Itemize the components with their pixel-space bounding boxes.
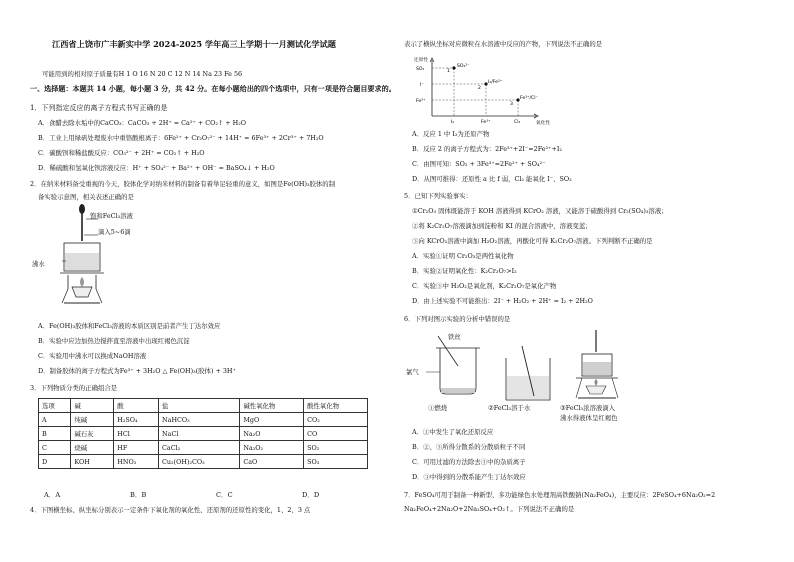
graph-y-tick: I⁻: [420, 83, 424, 88]
table-header-cell: 酸: [114, 399, 159, 413]
q6-fig-iron-wire-label: 铁丝: [448, 333, 461, 341]
graph-y-tick: SO₂: [416, 67, 425, 72]
q6-caption-2: ②FeCl₃溶于水: [488, 404, 531, 412]
table-cell: NaHCO₃: [159, 413, 240, 427]
q6-option-a: A．①中发生了氧化还原反应: [412, 428, 494, 436]
table-cell: 碱石灰: [71, 427, 114, 441]
table-row: [39, 441, 368, 455]
table-header-cell: 酸性氧化物: [304, 399, 368, 413]
q5-fact-3: ③向 KCrO₂溶液中滴加 H₂O₂溶液，再酸化可得 K₂Cr₂O₇溶液。下列判断不正确的是: [412, 237, 653, 245]
table-cell: CaCl₂: [159, 441, 240, 455]
q2-stem-line2: 备实验示意图，相关表述正确的是: [38, 193, 134, 201]
q1-option-b: B．工业上用绿矾处理废水中重铬酸根离子：6Fe²⁺ + Cr₂O₇²⁻ + 14H⁺ = 6Fe³⁺ + 2Cr³⁺ + 7H₂O: [38, 134, 324, 142]
table-row: [39, 455, 368, 469]
table-header-cell: 盐: [159, 399, 240, 413]
graph-x-tick: I₂: [451, 120, 455, 125]
table-cell: CO₂: [304, 413, 368, 427]
q1-stem: 1．下列指定反应的离子方程式书写正确的是: [30, 104, 168, 112]
graph-point-number: 3: [510, 102, 513, 107]
q3-choice-a: A．A: [44, 491, 61, 499]
q1-option-d: D．稀硫酸和氢氧化钡溶液反应：H⁺ + SO₄²⁻ + Ba²⁺ + OH⁻ = BaSO₄↓ + H₂O: [38, 164, 275, 172]
q6-fig-chlorine-label: 氯气: [406, 368, 419, 376]
graph-point-label: SO₄²⁻: [457, 64, 470, 69]
q3-choice-c: C．C: [216, 491, 233, 499]
q4-option-b: B．反应 2 的离子方程式为：2Fe³⁺+2I⁻=2Fe²⁺+I₂: [412, 145, 562, 153]
q4-stem: 4．下图横坐标、纵坐标分别表示一定条件下氧化剂的氧化性、还原剂的还原性的变化，1、2、3 点: [30, 506, 311, 514]
fig-label-fecl3: 饱和FeCl₃溶液: [90, 212, 133, 220]
table-header-cell: 选项: [39, 399, 71, 413]
table-header-row: [39, 399, 368, 413]
graph-point-number: 2: [478, 86, 481, 91]
table-cell: NaCl: [159, 427, 240, 441]
table-cell: CO: [304, 427, 368, 441]
q3-choice-b: B．B: [130, 491, 147, 499]
table-cell: MgO: [240, 413, 304, 427]
q4-option-c: C．由图可知：SO₂ + 3Fe³⁺=2Fe²⁺ + SO₄²⁻: [412, 160, 546, 168]
table-header-cell: 碱: [71, 399, 114, 413]
redox-graph: [414, 56, 554, 128]
q7-stem-line1: 7．FeSO₄可用于制备一种新型、多功能绿色水处理剂高铁酸钠(Na₂FeO₄)，主要反应：2FeSO₄+6Na₂O₂=2: [404, 491, 716, 499]
table-cell: SO₃: [304, 455, 368, 469]
table-cell: B: [39, 427, 71, 441]
q2-option-d: D．制备胶体的离子方程式为Fe³⁺ + 3H₂O △ Fe(OH)₃(胶体) + 3H⁺: [38, 367, 236, 375]
q1-option-c: C．碳酸钡和稀盐酸反应：CO₃²⁻ + 2H⁺ = CO₂↑ + H₂O: [38, 149, 205, 157]
graph-point-number: 1: [447, 69, 450, 74]
table-row: [39, 413, 368, 427]
table-cell: HNO₃: [114, 455, 159, 469]
graph-point-label: Fe³⁺/Cl⁻: [520, 96, 538, 101]
q5-option-a: A．实验①证明 Cr₂O₃是两性氧化物: [412, 252, 514, 260]
q5-fact-2: ②将 K₂Cr₂O₇溶液滴加到淀粉和 KI 的混合溶液中，溶液变蓝；: [412, 222, 592, 230]
fig-label-boiling-water: 沸水: [32, 260, 45, 268]
q6-caption-3a: ③FeCl₃浓溶液滴入: [560, 404, 616, 412]
q3-choice-d: D．D: [302, 491, 320, 499]
table-cell: A: [39, 413, 71, 427]
q2-stem-line1: 2．在纳米材料备受重视的今天，胶体化学对纳米材料的制备有着举足轻重的意义，如图是Fe(OH)₃胶体的制: [30, 180, 336, 188]
section-one-heading: 一、选择题：本题共 14 小题，每小题 3 分，共 42 分。在每小题给出的四个选项中，只有一项是符合题目要求的。: [30, 84, 396, 93]
table-cell: 烧碱: [71, 441, 114, 455]
q2-option-b: B．实验中应边加热边搅拌直至溶液中出现红褐色沉淀: [38, 337, 190, 345]
q2-option-a: A．Fe(OH)₃胶体和FeCl₃溶液的本质区别是前者产生丁达尔效应: [38, 322, 221, 330]
q5-fact-1: ①Cr₂O₃ 固体既能溶于 KOH 溶液得到 KCrO₂ 溶液，又能溶于硫酸得到 Cr₂(SO₄)₃溶液；: [412, 207, 668, 215]
atomic-masses: 可能用到的相对原子质量有H 1 O 16 N 20 C 12 N 14 Na 23 Fe 56: [42, 70, 243, 78]
graph-x-tick: Cl₂: [514, 120, 521, 125]
table-cell: Na₂O₂: [240, 441, 304, 455]
q5-option-c: C．实验③中 H₂O₂是氧化剂，K₂Cr₂O₇是氧化产物: [412, 282, 557, 290]
table-cell: HCl: [114, 427, 159, 441]
fig-label-drops: 滴入5~6滴: [98, 228, 131, 236]
q6-option-d: D．③中得到的分散系能产生丁达尔效应: [412, 473, 526, 481]
q3-classification-table: [38, 398, 368, 469]
graph-y-axis-label: 还原性: [414, 58, 428, 63]
table-cell: CaO: [240, 455, 304, 469]
table-cell: C: [39, 441, 71, 455]
q7-stem-line2: Na₂FeO₄+2Na₂O+2Na₂SO₄+O₂↑。下列说法不正确的是: [404, 505, 575, 513]
q4-option-a: A．反应 1 中 I₂为还原产物: [412, 130, 490, 138]
q5-option-d: D．由上述实验不可能推出：2I⁻ + H₂O₂ + 2H⁺ = I₂ + 2H₂O: [412, 297, 593, 305]
graph-x-axis-label: 氧化性: [536, 121, 550, 126]
table-cell: Cu₂(OH)₂CO₃: [159, 455, 240, 469]
table-cell: Na₂O: [240, 427, 304, 441]
q2-option-c: C．实验用中沸水可以换成NaOH溶液: [38, 352, 147, 360]
graph-x-tick: Fe³⁺: [481, 120, 491, 125]
table-cell: SO₂: [304, 441, 368, 455]
table-header-cell: 碱性氧化物: [240, 399, 304, 413]
q4-option-d: D．从图可推得：还原性 a 比 f 弱，Cl₂ 能氧化 I⁻、SO₂: [412, 175, 572, 183]
table-cell: HF: [114, 441, 159, 455]
table-row: [39, 427, 368, 441]
graph-point-label: I₂/Fe²⁺: [488, 80, 503, 85]
q4-stem-continued: 表示了横纵坐标对应微粒在水溶液中反应的产物，下列说法不正确的是: [404, 40, 603, 48]
q6-option-c: C．可用过滤的方法除去③中的杂质离子: [412, 458, 526, 466]
q6-option-b: B．②、③所得分散系的分散质粒子不同: [412, 443, 526, 451]
exam-title: 江西省上饶市广丰新实中学 2024-2025 学年高三上学期十一月测试化学试题: [52, 39, 336, 49]
table-cell: KOH: [71, 455, 114, 469]
q5-option-b: B．实验②证明氧化性：K₂Cr₂O₇>I₂: [412, 267, 517, 275]
q1-option-a: A．食醋去除水垢中的CaCO₃：CaCO₃ + 2H⁺ = Ca²⁺ + CO₂↑ + H₂O: [38, 119, 247, 127]
q6-caption-3b: 沸水得液体呈红褐色: [560, 414, 618, 422]
q5-stem: 5．已知下列实验事实：: [404, 192, 472, 200]
q6-stem: 6．下列对图示实验的分析中错误的是: [404, 315, 511, 323]
q6-caption-1: ①燃烧: [428, 404, 448, 412]
table-cell: H₂SO₄: [114, 413, 159, 427]
graph-point-1: [452, 66, 455, 69]
table-cell: D: [39, 455, 71, 469]
q3-stem: 3．下列物质分类的正确组合是: [30, 384, 118, 392]
table-cell: 纯碱: [71, 413, 114, 427]
graph-y-tick: Fe²⁺: [416, 99, 426, 104]
